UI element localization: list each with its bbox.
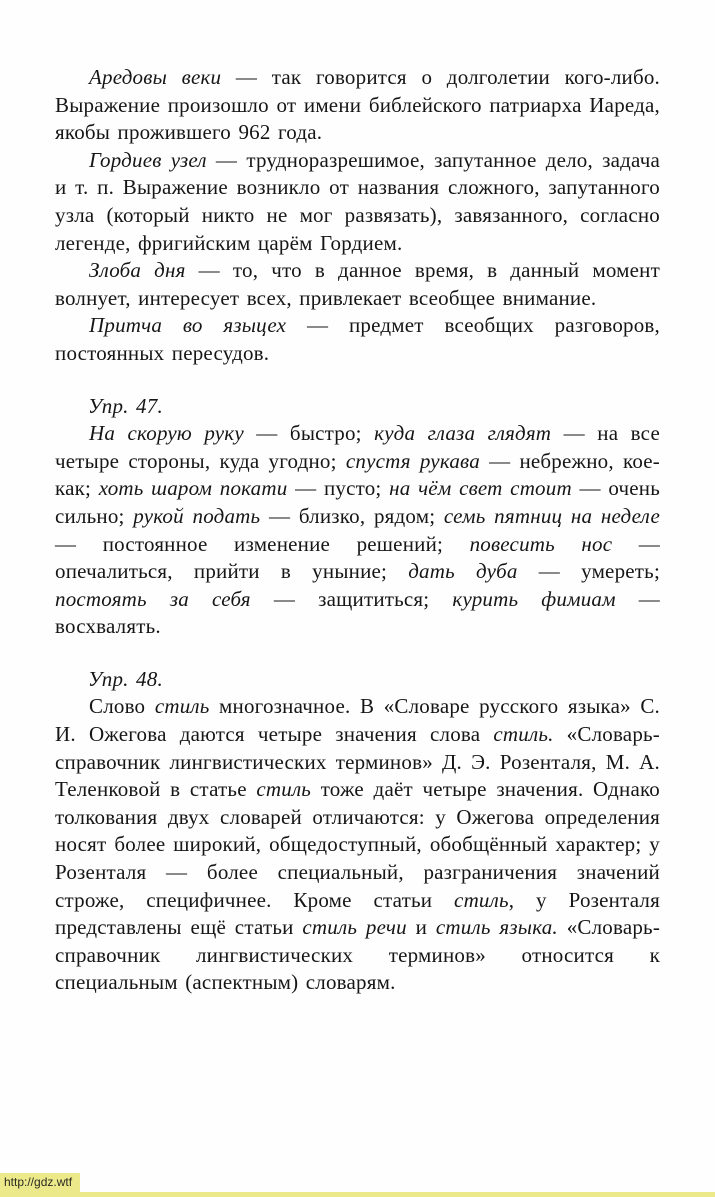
text-run: — восхвалять. — [55, 586, 661, 639]
idiom-italic-run: На скорую руку — [89, 421, 244, 446]
idiom-italic-run: Притча во языцех — [89, 313, 287, 338]
paragraph — [55, 147, 660, 257]
text-run: «Словарь-справочник лингвистических терминов» относится к специальным (аспектным) словарям. — [55, 915, 661, 995]
paragraph — [55, 312, 660, 367]
paragraph — [55, 693, 660, 997]
idiom-italic-run: стиль — [256, 777, 312, 802]
text-run: — быстро; — [243, 421, 375, 446]
idiom-italic-run: Упр. 48. — [88, 666, 163, 691]
text-run: , у Розенталя представлены ещё статьи — [55, 887, 660, 940]
paragraph — [55, 420, 660, 641]
paragraph — [55, 64, 660, 147]
exercise-heading — [55, 393, 660, 421]
text-run: — близко, рядом; — [260, 503, 444, 528]
exercise-heading — [55, 666, 660, 694]
text-run: — постоянное изменение решений; — [55, 531, 470, 556]
text-run: — так говорится о долголетии кого-либо. Выражение произошло от имени библейского патриарха Иареда, якобы прожившего 962 года. — [55, 65, 661, 145]
idiom-italic-run: куда глаза глядят — [374, 421, 552, 446]
watermark-url-label: http://gdz.wtf — [0, 1173, 80, 1192]
idiom-italic-run: спустя рукава — [345, 448, 480, 473]
idiom-italic-run: постоять за себя — [55, 586, 251, 611]
text-run: Слово — [89, 694, 155, 719]
text-run: — трудноразрешимое, запутанное дело, задача и т. п. Выражение возникло от названия сложного, запутанного узла (который никто не мог развязать), завязанного, согласно легенде, фригийским царём Гордием. — [55, 147, 660, 255]
paragraph — [55, 257, 660, 312]
idiom-italic-run: повесить нос — [469, 531, 613, 556]
text-run: — умереть; — [517, 559, 660, 584]
text-run: «Словарь-справочник лингвистических терминов» Д. Э. Розенталя, М. А. Теленковой в статье — [55, 722, 660, 802]
text-run: — то, что в данное время, в данный момент волнует, интересует всех, привлекает всеобщее внимание. — [55, 258, 660, 310]
idiom-italic-run: стиль речи — [302, 915, 407, 940]
idiom-italic-run: стиль — [454, 887, 509, 912]
idiom-italic-run: на чём свет стоит — [389, 476, 572, 501]
idiom-italic-run: рукой подать — [133, 503, 261, 528]
idiom-italic-run: стиль языка. — [435, 915, 558, 940]
text-run: и — [406, 915, 436, 940]
idiom-italic-run: хоть шаром покати — [98, 476, 288, 501]
watermark-bottom-strip — [0, 1192, 715, 1197]
idiom-italic-run: Упр. 47. — [88, 393, 163, 418]
text-run: многозначное. В «Словаре русского языка» С. И. Ожегова даются четыре значения слова — [55, 694, 661, 747]
idiom-italic-run: Злоба дня — [89, 258, 186, 283]
text-run: — защититься; — [250, 586, 453, 611]
text-run: — небрежно, кое-как; — [55, 448, 661, 501]
text-run: — опечалиться, прийти в уныние; — [55, 531, 661, 584]
page-text-content — [55, 64, 660, 997]
text-run: — на все четыре стороны, куда угодно; — [55, 421, 660, 473]
idiom-italic-run: курить фимиам — [452, 586, 616, 611]
idiom-italic-run: стиль. — [493, 722, 554, 747]
text-run: — предмет всеобщих разговоров, постоянных пересудов. — [55, 313, 660, 365]
text-run: тоже даёт четыре значения. Однако толкования двух словарей отличаются: у Ожегова определения носят более широкий, общедоступный, обобщённый характер; у Розенталя — более специальный, разграничения значений строже, специфичнее. Кроме статьи — [55, 777, 660, 912]
idiom-italic-run: дать дуба — [408, 559, 518, 584]
idiom-italic-run: Аредовы веки — [89, 65, 222, 89]
text-run: — очень сильно; — [55, 476, 660, 528]
idiom-italic-run: стиль — [154, 694, 210, 719]
text-run: — пусто; — [287, 476, 390, 501]
idiom-italic-run: Гордиев узел — [89, 147, 207, 172]
idiom-italic-run: семь пятниц на неделе — [443, 503, 660, 528]
